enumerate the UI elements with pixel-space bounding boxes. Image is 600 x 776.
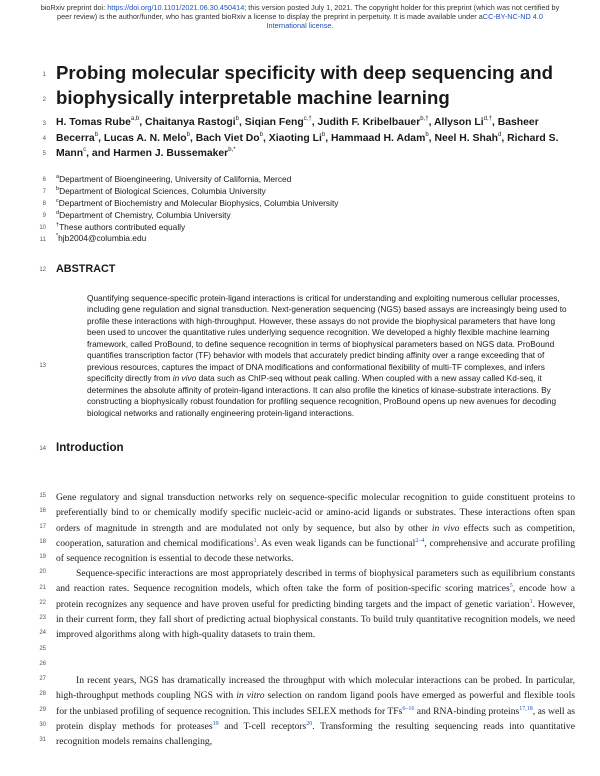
line-number: 13	[39, 363, 46, 369]
license-link[interactable]: CC-BY-NC-ND 4.0 International license	[266, 12, 543, 30]
line-number: 3	[42, 121, 46, 127]
line-number: 18	[39, 539, 46, 545]
author-list: H. Tomas Rube$^{a,b}$, Chaitanya Rastogi$^b$, Siqian Feng$^{c,\dagger}$, Judith F. Kribelbauer$^{b,\dagger}$, Allyson $Li^{d,\dagger}$, Basheer Becerra$^b$, Lucas A. N. Melo$^b$, Bach Viet Do$^b$, Xiaoting Li$^b$, Hammaad H. Adam$^b$, Neel H. Shah$^d$, Richard S. Mann$^c$, and Harmen J. Bussemaker$^{b,*}$	[56, 116, 559, 159]
line-number: 15	[39, 493, 46, 499]
doi-link[interactable]: https://doi.org/10.1101/2021.06.30.450414	[107, 3, 245, 12]
intro-paragraph-2: Sequence-specific interactions are most appropriately described in terms of biophysical parameters such as equilibrium constants and reaction rates. Sequence recognition models, which often take the form of position-specific scoring matrices$^5$, encode how a protein recognizes any sequence and have proven useful for predicting binding targets and the impact of genetic variation$^1$. However, in their current form, they fall short of predicting actual biophysical constants. To build truly quantitative recognition models, we need improved algorithms along with high-quality datasets to train them.	[56, 568, 576, 641]
author-name: Bach Viet Do	[195, 132, 260, 144]
line-number: 28	[39, 691, 46, 697]
citation-link[interactable]: 17,18	[519, 705, 533, 712]
line-number: 12	[39, 267, 46, 273]
header-prefix: bioRxiv preprint doi:	[40, 3, 108, 12]
intro-paragraph-1: Gene regulatory and signal transduction networks rely on sequence-specific molecular recognition to guide constituent proteins to preferentially bind to or chemically modify specific nucleic-acid or amino-acid ligands or substrates. These interactions often span orders of magnitude in strength and are modulated not only by sequence, but also by other in vivo effects such as competition, cooperation, saturation and chemical modifications$^1$. As even weak ligands can be functional$^{2-4}$, comprehensive and accurate profiling of sequence recognition is essential to decode these networks.	[56, 492, 575, 565]
section-heading-introduction: Introduction	[56, 441, 124, 454]
author-name: Allyson Li	[433, 117, 484, 128]
citation-link[interactable]: 19	[212, 720, 219, 727]
author-name: Richard S. Mann	[56, 132, 559, 159]
citation-link[interactable]: 1	[253, 537, 257, 544]
author-name: Harmen J. Bussemaker	[113, 148, 229, 159]
line-number: 11	[39, 237, 46, 243]
citation-link[interactable]: 1	[529, 598, 533, 605]
author-name: Judith F. Kribelbauer	[317, 117, 421, 128]
author-name: H. Tomas Rube	[56, 117, 131, 128]
citation-link[interactable]: 6–16	[402, 705, 415, 712]
line-number: 29	[39, 707, 46, 713]
line-number: 30	[39, 722, 46, 728]
line-number: 20	[39, 569, 46, 575]
author-name: Neel H. Shah	[434, 132, 498, 144]
affiliation-item: $^b$Department of Biological Sciences, Columbia University	[56, 185, 266, 196]
line-number: 25	[39, 646, 46, 652]
line-number: 1	[42, 72, 46, 78]
line-number: 23	[39, 615, 46, 621]
paper-title: Probing molecular specificity with deep sequencing and biophysically interpretable machine learning	[56, 62, 553, 108]
abstract-heading: ABSTRACT	[56, 263, 116, 275]
line-number: 5	[42, 151, 46, 157]
line-number: 14	[39, 446, 46, 452]
line-number: 10	[39, 225, 46, 231]
equal-contribution-note: †These authors contributed equally	[56, 221, 186, 232]
citation-link[interactable]: 2–4	[415, 537, 425, 544]
citation-link[interactable]: 5	[509, 583, 513, 590]
preprint-header: bioRxiv preprint doi: https://doi.org/10.1101/2021.06.30.450414; this version posted July 1, 2021. The copyright holder for this preprint (which was not certified by peer review) is the author/funder, who has granted bioRxiv a license to display the preprint in perpetuity. It is made available under aCC-BY-NC-ND 4.0 International license.	[40, 3, 560, 30]
abstract-text: Quantifying sequence-specific protein-ligand interactions is critical for understanding and exploiting numerous cellular processes, including gene regulation and signal transduction. Next-generation sequencing (NGS) based assays are increasingly being used to profile these interactions with high-throughput. However, these assays do not provide the biophysical parameters that have long been used to uncover the quantitative rules underlying sequence recognition. We developed a highly flexible machine learning framework, called ProBound, to define sequence recognition in terms of biophysical parameters based on NGS data. ProBound quantifies transcription factor (TF) behavior with models that accurately predict binding affinity over a range exceeding that of previous resources, captures the impact of DNA modifications and conformational flexibility of multi-TF complexes, and infers specificity directly from in vivo data such as ChIP-seq without peak calling. When coupled with a new assay called Kd-seq, it determines the absolute affinity of protein-ligand interactions. It can also profile the kinetics of kinase-substrate interactions. By constructing a biophysically robust foundation for profiling sequence recognition, ProBound opens up new avenues for decoding biological networks and rationally engineering protein-ligand interactions.	[87, 293, 567, 418]
affiliation-list	[56, 174, 556, 245]
affiliation-item: $^c$Department of Biochemistry and Molecular Biophysics, Columbia University	[56, 197, 339, 208]
affiliation-item: $^d$Department of Chemistry, Columbia University	[56, 209, 231, 220]
line-number: 19	[39, 554, 46, 560]
line-number: 21	[39, 585, 46, 591]
author-name: Basheer Becerra	[56, 117, 539, 144]
line-number: 17	[39, 524, 46, 530]
author-name: Siqian Feng	[244, 117, 304, 128]
line-number: 2	[42, 97, 46, 103]
line-number: 8	[42, 201, 46, 207]
line-number: 24	[39, 630, 46, 636]
citation-link[interactable]: 20	[306, 720, 313, 727]
line-number: 22	[39, 600, 46, 606]
line-number: 31	[39, 737, 46, 743]
line-number: 16	[39, 508, 46, 514]
line-number: 4	[42, 136, 46, 142]
header-copyright: ; this version posted July 1, 2021. The copyright holder for this preprint (which was not certified by peer review) is the author/funder, who has granted bioRxiv a license to display the preprint in perpetuity. It is made available under a	[57, 3, 560, 21]
author-name: Lucas A. N. Melo	[103, 132, 187, 144]
line-number: 6	[42, 177, 46, 183]
line-number: 26	[39, 661, 46, 667]
author-name: Hammaad H. Adam	[331, 132, 426, 144]
line-number: 27	[39, 676, 46, 682]
author-name: Chaitanya Rastogi	[145, 117, 236, 128]
author-name: Xiaoting Li	[268, 132, 322, 144]
line-number: 7	[42, 189, 46, 195]
corresponding-email: *hjb2004@columbia.edu	[56, 233, 147, 244]
intro-paragraph-3: In recent years, NGS has dramatically increased the throughput with which molecular interactions can be probed. In particular, high-throughput methods coupling NGS with in vitro selection on random ligand pools have emerged as powerful and flexible tools for the unbiased profiling of sequence recognition. This includes SELEX methods for TFs$^{6-16}$ and RNA-binding proteins$^{17,18}$, as well as protein display methods for proteases$^{19}$ and T-cell receptors$^{20}$. Transforming the resulting sequencing reads into quantitative recognition models remains challenging,	[56, 675, 575, 748]
line-number: 9	[42, 213, 46, 219]
affiliation-item: $^a$Department of Bioengineering, University of California, Merced	[56, 174, 292, 184]
